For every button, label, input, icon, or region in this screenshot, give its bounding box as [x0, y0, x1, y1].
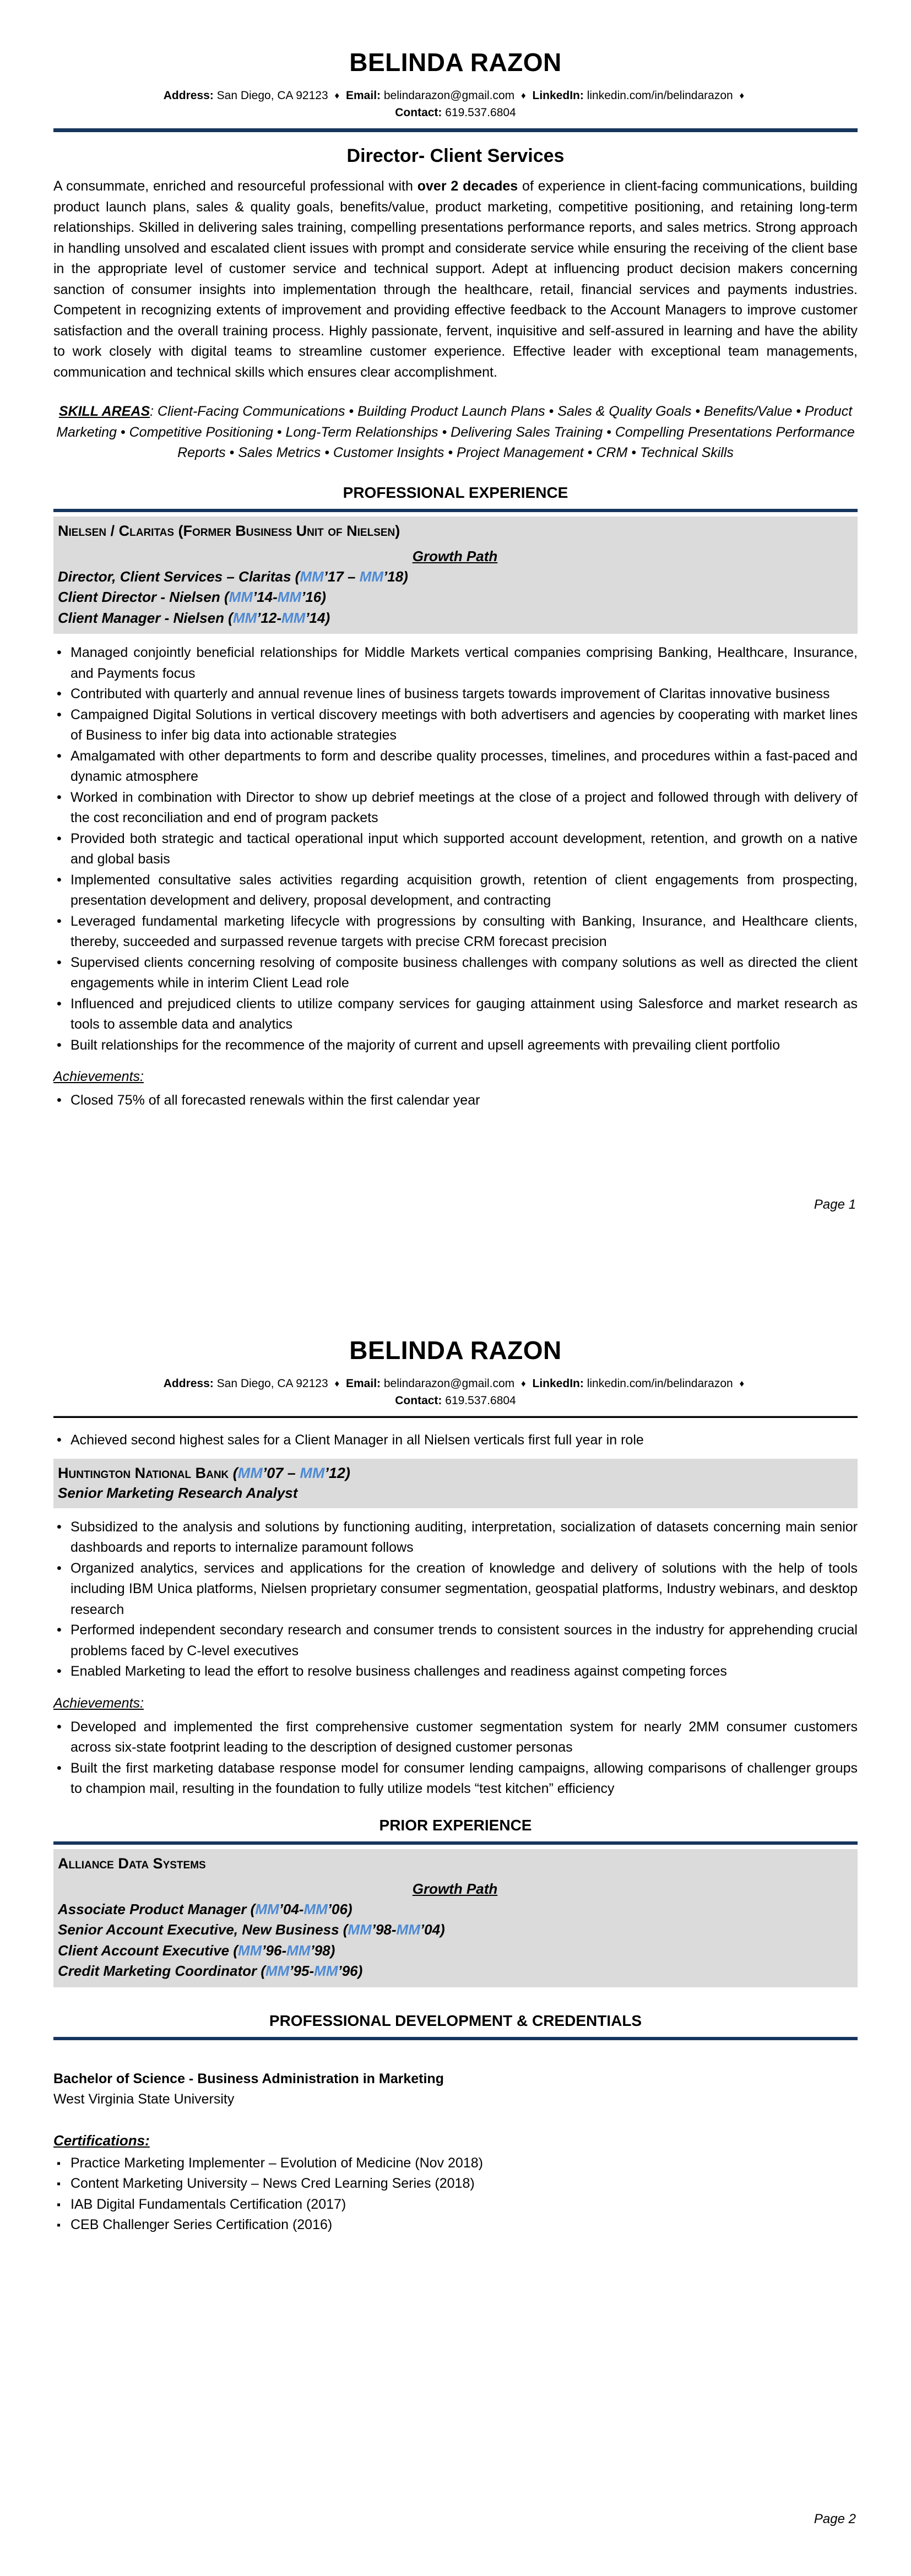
role-line: Director, Client Services – Claritas (MM’17 – MM’18)	[58, 568, 408, 585]
diamond-separator: ♦	[334, 90, 340, 101]
diamond-separator: ♦	[520, 90, 526, 101]
skill-areas-colon: :	[150, 404, 158, 419]
huntington-dates: (MM’07 – MM’12)	[232, 1464, 350, 1481]
role-line: Client Director - Nielsen (MM’14-MM’16)	[58, 589, 326, 605]
linkedin-value: linkedin.com/in/belindarazon	[587, 89, 733, 102]
diamond-separator: ♦	[739, 1378, 745, 1389]
address-value: San Diego, CA 92123	[216, 1377, 328, 1390]
achievement-bullet: • Closed 75% of all forecasted renewals within the first calendar year	[53, 1090, 858, 1111]
achievement-bullet: • Developed and implemented the first comprehensive customer segmentation system for nearly 2MM consumer customers across six-state footprint leading to the description of designed customer personas	[53, 1717, 858, 1758]
email-label: Email:	[346, 89, 381, 102]
certifications-list	[53, 2153, 858, 2236]
huntington-bullet-list	[53, 1517, 858, 1682]
experience-bullet: • Amalgamated with other departments to form and describe quality processes, timelines, and procedures within a fast-paced and dynamic atmosphere	[53, 746, 858, 787]
phone-value: 619.537.6804	[445, 106, 516, 119]
growth-path-heading: Growth Path	[412, 1880, 498, 1897]
certification-bullet: ▪ IAB Digital Fundamentals Certification (2017)	[53, 2194, 858, 2215]
experience-bullet: • Influenced and prejudiced clients to utilize company services for gauging attainment using Salesforce and market research as tools to assemble data and analytics	[53, 994, 858, 1035]
section-heading-professional-development: PROFESSIONAL DEVELOPMENT & CREDENTIALS	[269, 2012, 642, 2029]
nielsen-company-block	[53, 517, 858, 634]
page-footer: Page 1	[814, 1197, 856, 1212]
skill-areas-text: Client-Facing Communications • Building Product Launch Plans • Sales & Quality Goals • Benefits/Value • Product Marketing • Competitive Positioning • Long-Term Relationships • Delivering Sales Training • Compelling Presentations Performance Reports • Sales Metrics • Customer Insights • Project Management • CRM • Technical Skills	[56, 404, 855, 460]
company-name-alliance: Alliance Data Systems	[58, 1855, 206, 1872]
diamond-separator: ♦	[334, 1378, 340, 1389]
role-line: Senior Account Executive, New Business (MM’98-MM’04)	[58, 1921, 445, 1938]
candidate-name: BELINDA RAZON	[349, 1336, 562, 1365]
certification-bullet: ▪ Content Marketing University – News Cred Learning Series (2018)	[53, 2173, 858, 2194]
summary-paragraph	[53, 176, 858, 383]
nielsen-role-list	[58, 567, 852, 629]
section-rule	[53, 2037, 858, 2040]
contact-line-2	[53, 104, 858, 121]
header-rule-thin	[53, 1416, 858, 1418]
huntington-role-title: Senior Marketing Research Analyst	[58, 1484, 298, 1501]
experience-bullet: • Subsidized to the analysis and solutions by functioning auditing, interpretation, socialization of datasets concerning main senior dashboards and reports to internalize paramount follows	[53, 1517, 858, 1558]
achievement-bullet: • Built the first marketing database response model for consumer lending campaigns, allowing comparisons of challenger groups to champion mail, resulting in the foundation to fully utilize models “test kitchen” efficiency	[53, 1758, 858, 1800]
linkedin-label: LinkedIn:	[532, 1377, 584, 1390]
address-label: Address:	[163, 89, 214, 102]
phone-label: Contact:	[395, 106, 442, 119]
experience-bullet: • Campaigned Digital Solutions in vertical discovery meetings with both advertisers and agencies by cooperating with market lines of Business to infer big data into actionable strategies	[53, 705, 858, 746]
experience-bullet: • Enabled Marketing to lead the effort to resolve business challenges and readiness against competing forces	[53, 1661, 858, 1682]
degree: Bachelor of Science - Business Administration in Marketing	[53, 2070, 444, 2086]
role-line: Associate Product Manager (MM’04-MM’06)	[58, 1900, 353, 1917]
address-label: Address:	[163, 1377, 214, 1390]
email-label: Email:	[346, 1377, 381, 1390]
certification-bullet: ▪ Practice Marketing Implementer – Evolution of Medicine (Nov 2018)	[53, 2153, 858, 2174]
summary-bold: over 2 decades	[417, 178, 518, 194]
experience-bullet: • Supervised clients concerning resolving of composite business challenges with company solutions as well as directed the client engagements while in interim Client Lead role	[53, 953, 858, 994]
experience-bullet: • Leveraged fundamental marketing lifecycle with progressions by consulting with Banking, Insurance, and Healthcare clients, thereby, succeeded and surpassed revenue targets with precise CRM forecast precision	[53, 911, 858, 953]
section-rule	[53, 1841, 858, 1845]
experience-bullet: • Built relationships for the recommence of the majority of current and upsell agreements with prevailing client portfolio	[53, 1035, 858, 1056]
email-value: belindarazon@gmail.com	[383, 1377, 515, 1390]
section-rule	[53, 509, 858, 512]
certifications-label: Certifications:	[53, 2132, 150, 2149]
summary-rest: of experience in client-facing communications, building product launch plans, sales & quality goals, benefits/value, product marketing, competitive positioning, and retaining long-term relationships. Skilled in delivering sales training, compelling presentations performance reports, and sales metrics. Strong approach in handling unsolved and escalated client issues with prompt and considerate service while ensuring the receiving of the client base in the appropriate level of customer service and technical support. Adept at influencing product decision makers concerning sanction of consumer insights into implementation through the healthcare, retail, financial services and payments industries. Competent in recognizing extents of improvement and providing effective feedback to the Account Managers to improve customer satisfaction and the overall training process. Highly passionate, fervent, inquisitive and self-assured in learning and have the ability to work closely with digital teams to streamline customer experience. Effective leader with exceptional team managements, communication and technical skills which ensures clear accomplishment.	[53, 178, 858, 380]
email-value: belindarazon@gmail.com	[383, 89, 515, 102]
linkedin-value: linkedin.com/in/belindarazon	[587, 1377, 733, 1390]
nielsen-achievements-continued-list	[53, 1430, 858, 1451]
growth-path-heading: Growth Path	[412, 547, 498, 564]
achievements-label: Achievements:	[53, 1695, 144, 1711]
section-heading-professional-experience: PROFESSIONAL EXPERIENCE	[343, 483, 568, 501]
experience-bullet: • Implemented consultative sales activities regarding acquisition growth, retention of client engagements from prospecting, presentation development and delivery, proposal development, and contracting	[53, 870, 858, 911]
resume-title: Director- Client Services	[346, 145, 565, 166]
company-name-nielsen: Nielsen / Claritas (Former Business Unit of Nielsen)	[58, 522, 400, 539]
contact-line-1	[53, 1375, 858, 1392]
contact-line-2	[53, 1392, 858, 1409]
skill-areas	[53, 401, 858, 464]
achievement-bullet: • Achieved second highest sales for a Client Manager in all Nielsen verticals first full year in role	[53, 1430, 858, 1451]
experience-bullet: • Provided both strategic and tactical operational input which supported account development, retention, and growth on a native and global basis	[53, 829, 858, 870]
school: West Virginia State University	[53, 2091, 235, 2107]
role-line: Client Account Executive (MM’96-MM’98)	[58, 1942, 335, 1959]
nielsen-bullet-list	[53, 643, 858, 1056]
experience-bullet: • Worked in combination with Director to show up debrief meetings at the close of a project and followed through with delivery of the cost reconciliation and end of program packets	[53, 787, 858, 829]
huntington-company-block	[53, 1459, 858, 1508]
summary-lead: A consummate, enriched and resourceful professional with	[53, 178, 417, 194]
experience-bullet: • Managed conjointly beneficial relationships for Middle Markets vertical companies comprising Banking, Healthcare, Insurance, and Payments focus	[53, 643, 858, 684]
achievements-label: Achievements:	[53, 1069, 144, 1084]
role-line: Client Manager - Nielsen (MM’12-MM’14)	[58, 609, 330, 626]
nielsen-achievements-list	[53, 1090, 858, 1111]
resume-page-2	[0, 1288, 911, 2576]
experience-bullet: • Performed independent secondary research and consumer trends to consistent sources in the industry for apprehending crucial problems faced by C-level executives	[53, 1620, 858, 1661]
phone-value: 619.537.6804	[445, 1394, 516, 1407]
skill-areas-label: SKILL AREAS	[58, 404, 150, 419]
huntington-achievements-list	[53, 1717, 858, 1800]
diamond-separator: ♦	[739, 90, 745, 101]
section-heading-prior-experience: PRIOR EXPERIENCE	[379, 1816, 532, 1834]
linkedin-label: LinkedIn:	[532, 89, 584, 102]
company-name-huntington: Huntington National Bank (MM’07 – MM’12)	[58, 1464, 350, 1481]
diamond-separator: ♦	[520, 1378, 526, 1389]
candidate-name: BELINDA RAZON	[349, 48, 562, 77]
certification-bullet: ▪ CEB Challenger Series Certification (2016)	[53, 2215, 858, 2236]
experience-bullet: • Contributed with quarterly and annual revenue lines of business targets towards improvement of Claritas innovative business	[53, 684, 858, 705]
address-value: San Diego, CA 92123	[216, 89, 328, 102]
alliance-role-list	[58, 1899, 852, 1982]
contact-line-1	[53, 87, 858, 104]
role-line: Credit Marketing Coordinator (MM’95-MM’96)	[58, 1963, 363, 1979]
header-rule	[53, 128, 858, 132]
alliance-company-block	[53, 1849, 858, 1987]
page-footer: Page 2	[814, 2512, 856, 2526]
phone-label: Contact:	[395, 1394, 442, 1407]
experience-bullet: • Organized analytics, services and applications for the creation of knowledge and delivery of solutions with the help of tools including IBM Unica platforms, Nielsen proprietary consumer segmentation, geospatial platforms, Industry webinars, and desktop research	[53, 1558, 858, 1621]
